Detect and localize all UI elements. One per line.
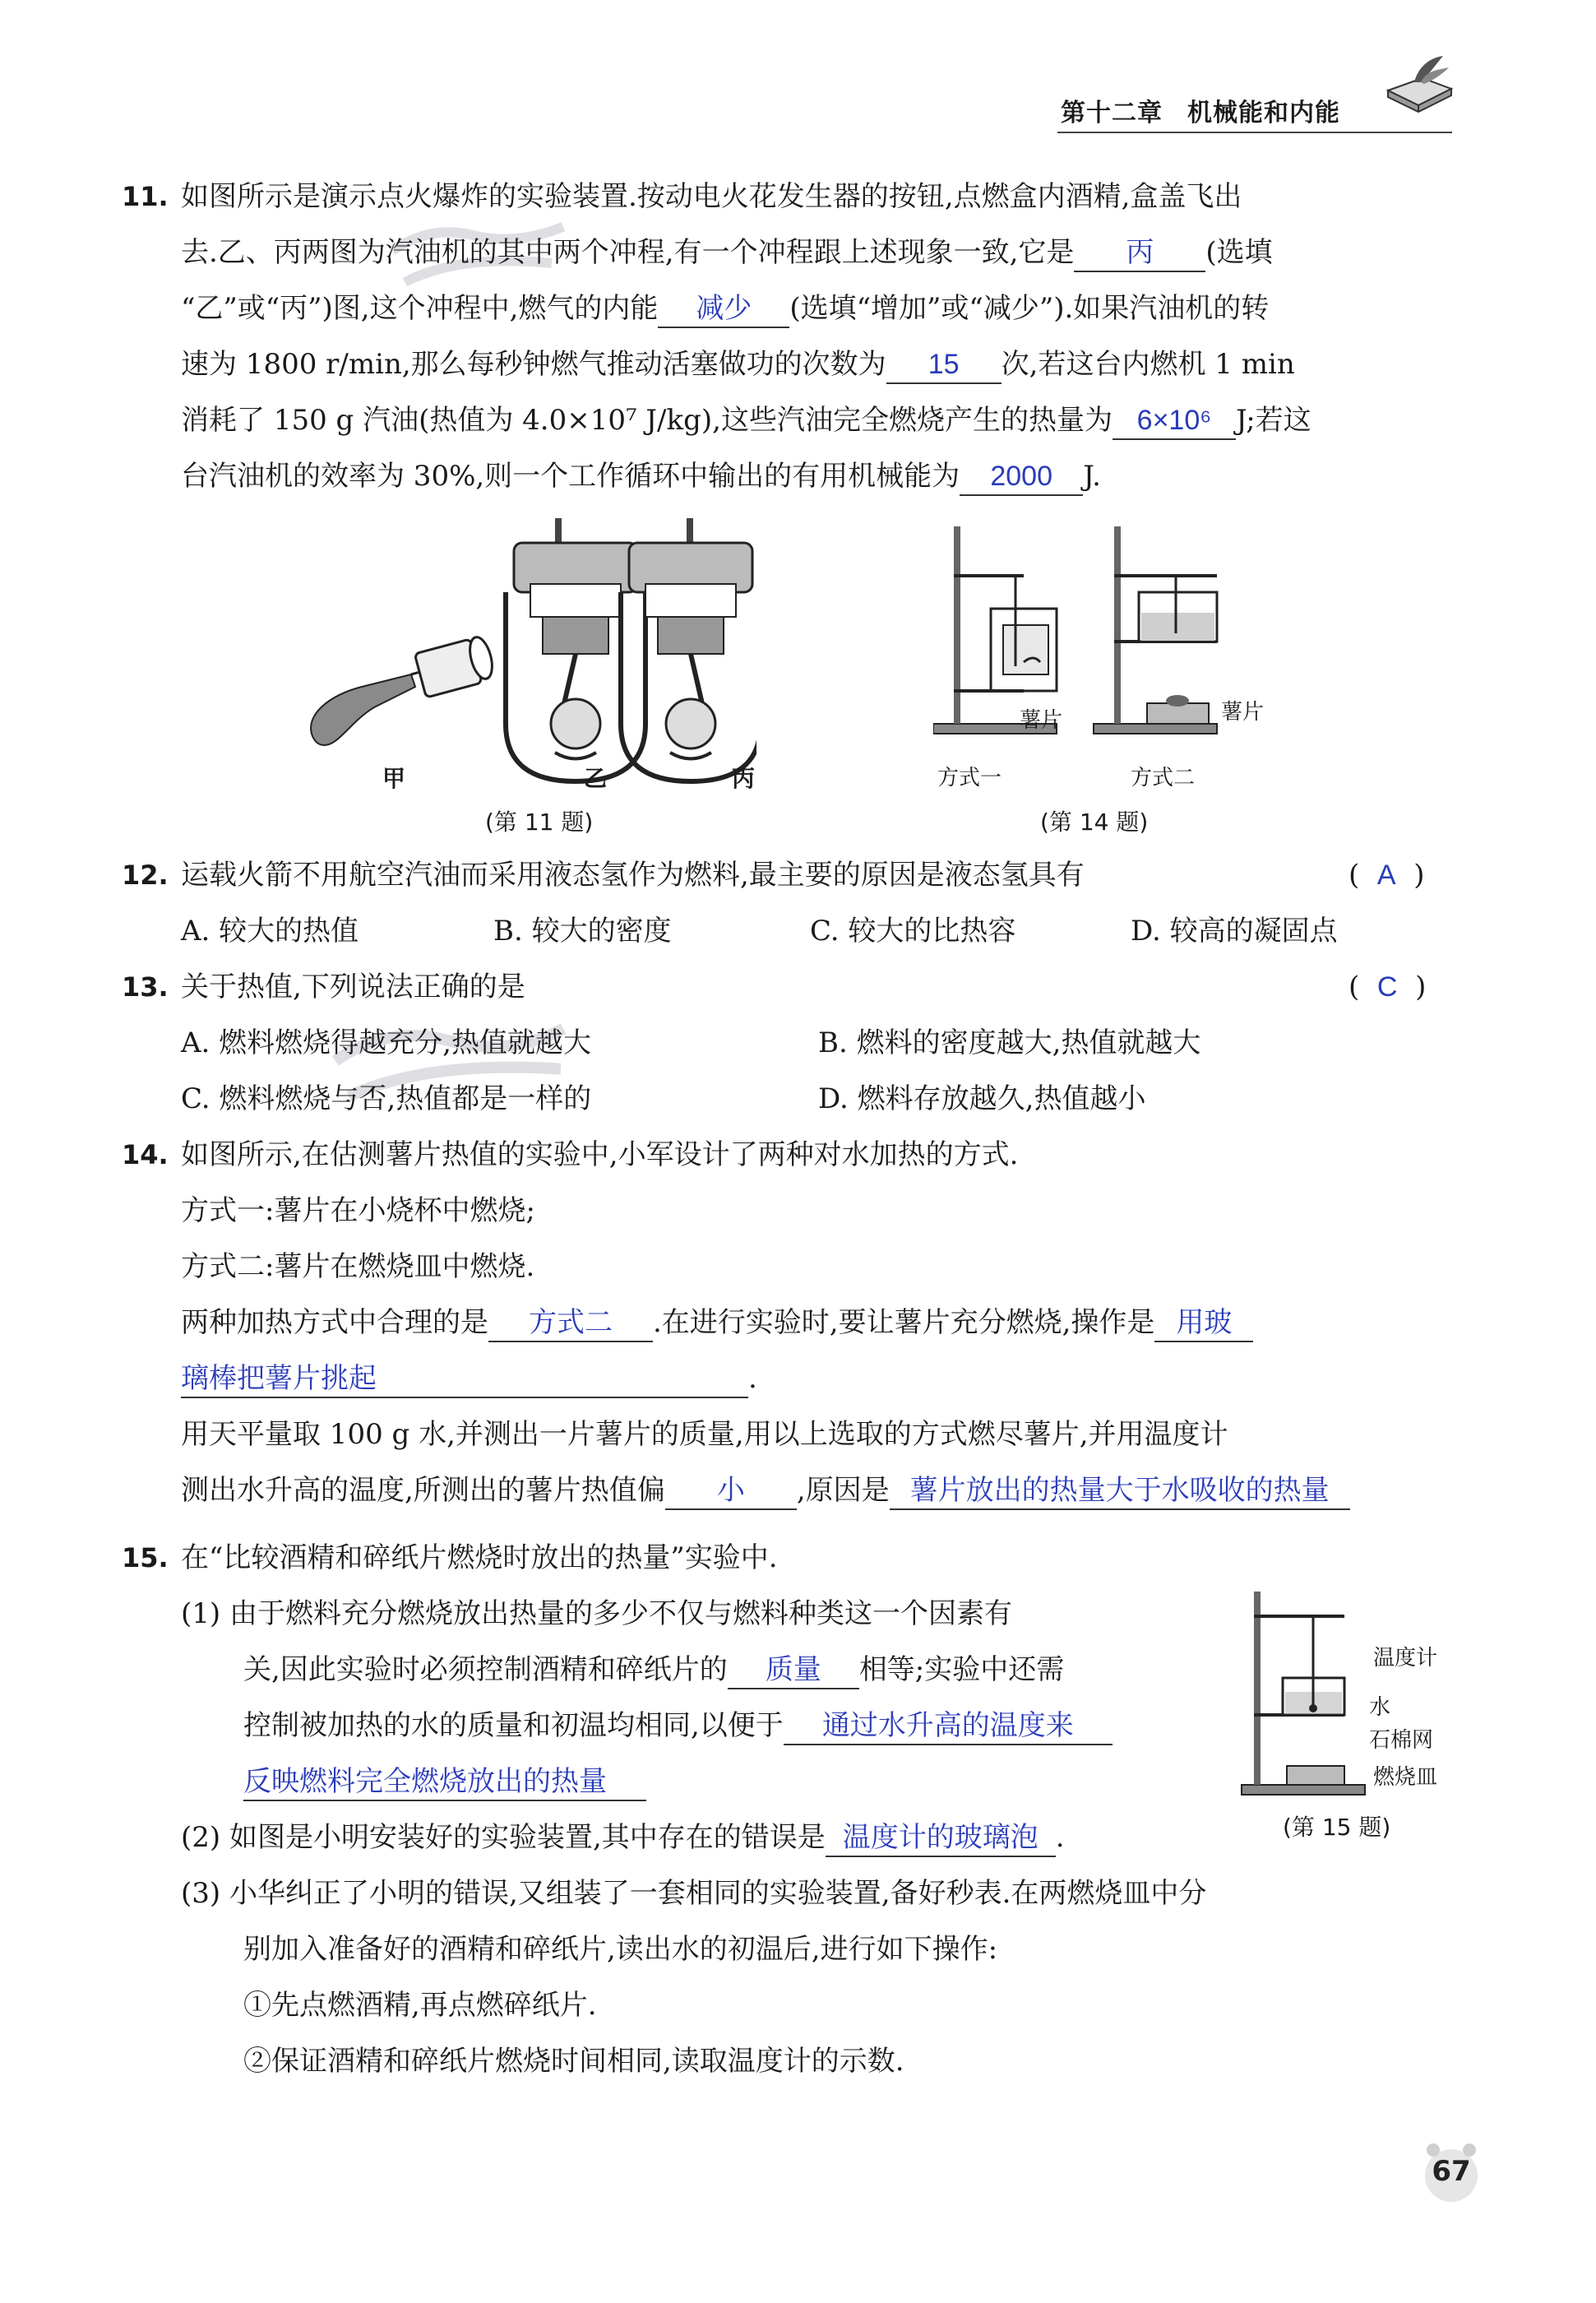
text-line: 如图所示是演示点火爆炸的实验装置.按动电火花发生器的按钮,点燃盒内酒精,盒盖飞出 <box>181 180 1242 213</box>
text-line: J. <box>1083 460 1101 493</box>
text-line: ②保证酒精和碎纸片燃烧时间相同,读取温度计的示数. <box>243 2045 904 2078</box>
page-header <box>987 82 1447 140</box>
figure-caption: (第 14 题) <box>1040 809 1149 836</box>
question-13 <box>122 959 1454 1015</box>
answer-choice: C <box>1376 971 1398 1003</box>
option-a: A. 燃料燃烧得越充分,热值就越大 <box>181 1026 591 1059</box>
option-b: B. 燃料的密度越大,热值就越大 <box>818 1026 1201 1059</box>
chapter-number: 第十二章 <box>1061 99 1163 127</box>
text-line: 运载火箭不用航空汽油而采用液态氢作为燃料,最主要的原因是液态氢具有 <box>181 859 1085 892</box>
question-14-line <box>181 1295 1513 1351</box>
label-bing: 丙 <box>732 765 756 792</box>
label-water: 水 <box>1369 1695 1391 1720</box>
answer-choice: A <box>1376 860 1396 891</box>
text-line: ①先点燃酒精,再点燃碎纸片. <box>243 1989 597 2022</box>
option-c: C. 较大的比热容 <box>810 915 1016 948</box>
answer-blank: 方式二 <box>488 1304 653 1342</box>
label-thermometer: 温度计 <box>1373 1646 1438 1670</box>
answer-blank: 15 <box>886 346 1002 384</box>
options-13 <box>181 1015 1513 1071</box>
question-11-line <box>181 392 1513 448</box>
answer-blank: 用玻 <box>1154 1304 1253 1342</box>
question-number: 12. <box>122 860 169 891</box>
answer-blank: 2000 <box>960 458 1083 496</box>
answer-blank: 减少 <box>658 290 789 328</box>
answer-paren: ( C ) <box>1349 971 1427 1003</box>
page-number-text: 67 <box>1432 2155 1471 2188</box>
setup-way2 <box>1094 526 1217 734</box>
text-line: ,原因是 <box>796 1474 890 1507</box>
answer-blank: 通过水升高的温度来 <box>784 1708 1113 1745</box>
label-chip: 薯片 <box>1221 700 1265 725</box>
question-11-line <box>181 225 1513 280</box>
text-line: 用天平量取 100 g 水,并测出一片薯片的质量,用以上选取的方式燃尽薯片,并用温度计 <box>181 1418 1228 1451</box>
option-c: C. 燃料燃烧与否,热值都是一样的 <box>181 1082 592 1115</box>
text-line: 去.乙、丙两图为汽油机的其中两个冲程,有一个冲程跟上述现象一致,它是 <box>181 236 1075 269</box>
option-d: D. 较高的凝固点 <box>1131 915 1338 948</box>
text-line: .在进行实验时,要让薯片充分燃烧,操作是 <box>653 1306 1155 1339</box>
label-gauze: 石棉网 <box>1369 1728 1434 1753</box>
question-15 <box>122 1530 1454 1586</box>
question-11-line <box>181 336 1513 392</box>
question-11 <box>122 169 1454 225</box>
question-number: 11. <box>122 181 169 212</box>
answer-blank: 璃棒把薯片挑起 <box>181 1360 748 1398</box>
question-number: 14. <box>122 1139 169 1170</box>
figure-11 <box>296 518 756 839</box>
chapter-title <box>1061 92 1340 128</box>
text-line: 在“比较酒精和碎纸片燃烧时放出的热量”实验中. <box>181 1541 778 1574</box>
text-line: “乙”或“丙”)图,这个冲程中,燃气的内能 <box>181 292 659 325</box>
label-dish: 燃烧皿 <box>1373 1765 1438 1790</box>
text-line: 关于热值,下列说法正确的是 <box>181 971 525 1003</box>
text-line: (选填“增加”或“减少”).如果汽油机的转 <box>789 292 1270 325</box>
text-line: (选填 <box>1205 236 1273 269</box>
label-jia: 甲 <box>382 765 406 792</box>
figure-caption: (第 15 题) <box>1283 1814 1391 1841</box>
text-line: 次,若这台内燃机 1 min <box>1001 348 1295 381</box>
spark-generator-figure <box>311 635 496 745</box>
text-line: 控制被加热的水的质量和初温均相同,以便于 <box>243 1709 784 1742</box>
options-12 <box>181 903 1513 959</box>
answer-blank: 丙 <box>1074 234 1205 272</box>
question-14-line <box>181 1462 1513 1518</box>
answer-paren: ( A ) <box>1349 859 1425 892</box>
text-line: 消耗了 150 g 汽油(热值为 4.0×10⁷ J/kg),这些汽油完全燃烧产生的热量为 <box>181 404 1113 437</box>
chapter-name: 机械能和内能 <box>1187 99 1340 127</box>
question-11-line <box>181 448 1513 504</box>
answer-blank: 6×10⁶ <box>1113 402 1236 440</box>
answer-blank: 温度计的玻璃泡 <box>826 1819 1056 1857</box>
text-line: . <box>1055 1821 1065 1854</box>
text-line: 别加入准备好的酒精和碎纸片,读出水的初温后,进行如下操作: <box>243 1933 998 1966</box>
label-yi: 乙 <box>584 765 608 792</box>
label-way1: 方式一 <box>937 766 1002 790</box>
text-line: 两种加热方式中合理的是 <box>181 1306 488 1339</box>
option-a: A. 较大的热值 <box>181 915 359 948</box>
text-line: 台汽油机的效率为 30%,则一个工作循环中输出的有用机械能为 <box>181 460 960 493</box>
text-line: (1) 由于燃料充分燃烧放出热量的多少不仅与燃料种类这一个因素有 <box>181 1597 1012 1630</box>
answer-blank: 质量 <box>728 1652 859 1689</box>
text-line: 如图所示,在估测薯片热值的实验中,小军设计了两种对水加热的方式. <box>181 1138 1019 1171</box>
label-way2: 方式二 <box>1131 766 1196 790</box>
answer-blank: 反映燃料完全燃烧放出的热量 <box>243 1763 646 1801</box>
options-13 <box>181 1071 1513 1127</box>
question-14 <box>122 1127 1454 1183</box>
book-icon <box>1381 49 1455 123</box>
page-number <box>1418 2138 1484 2204</box>
text-line: . <box>748 1362 757 1395</box>
answer-blank: 薯片放出的热量大于水吸收的热量 <box>890 1472 1350 1510</box>
text-line: J;若这 <box>1235 404 1311 437</box>
text-line: 方式二:薯片在燃烧皿中燃烧. <box>181 1250 535 1283</box>
question-number: 13. <box>122 971 169 1003</box>
label-chip: 薯片 <box>1020 708 1063 733</box>
header-rule <box>1057 132 1452 133</box>
question-14-line <box>181 1351 1513 1406</box>
question-number: 15. <box>122 1542 169 1573</box>
option-d: D. 燃料存放越久,热值越小 <box>818 1082 1146 1115</box>
question-11-line <box>181 280 1513 336</box>
text-line: 方式一:薯片在小烧杯中燃烧; <box>181 1194 535 1227</box>
figure-caption: (第 11 题) <box>485 809 594 836</box>
text-line: (3) 小华纠正了小明的错误,又组装了一套相同的实验装置,备好秒表.在两燃烧皿中分 <box>181 1877 1207 1910</box>
answer-blank: 小 <box>665 1472 797 1510</box>
figure-15 <box>1237 1592 1369 1805</box>
text-line: 关,因此实验时必须控制酒精和碎纸片的 <box>243 1653 728 1686</box>
text-line: 相等;实验中还需 <box>858 1653 1065 1686</box>
figure-14 <box>933 526 1246 773</box>
text-line: 速为 1800 r/min,那么每秒钟燃气推动活塞做功的次数为 <box>181 348 886 381</box>
text-line: (2) 如图是小明安装好的实验装置,其中存在的错误是 <box>181 1821 826 1854</box>
question-12 <box>122 847 1454 903</box>
option-b: B. 较大的密度 <box>493 915 672 948</box>
text-line: 测出水升高的温度,所测出的薯片热值偏 <box>181 1474 665 1507</box>
